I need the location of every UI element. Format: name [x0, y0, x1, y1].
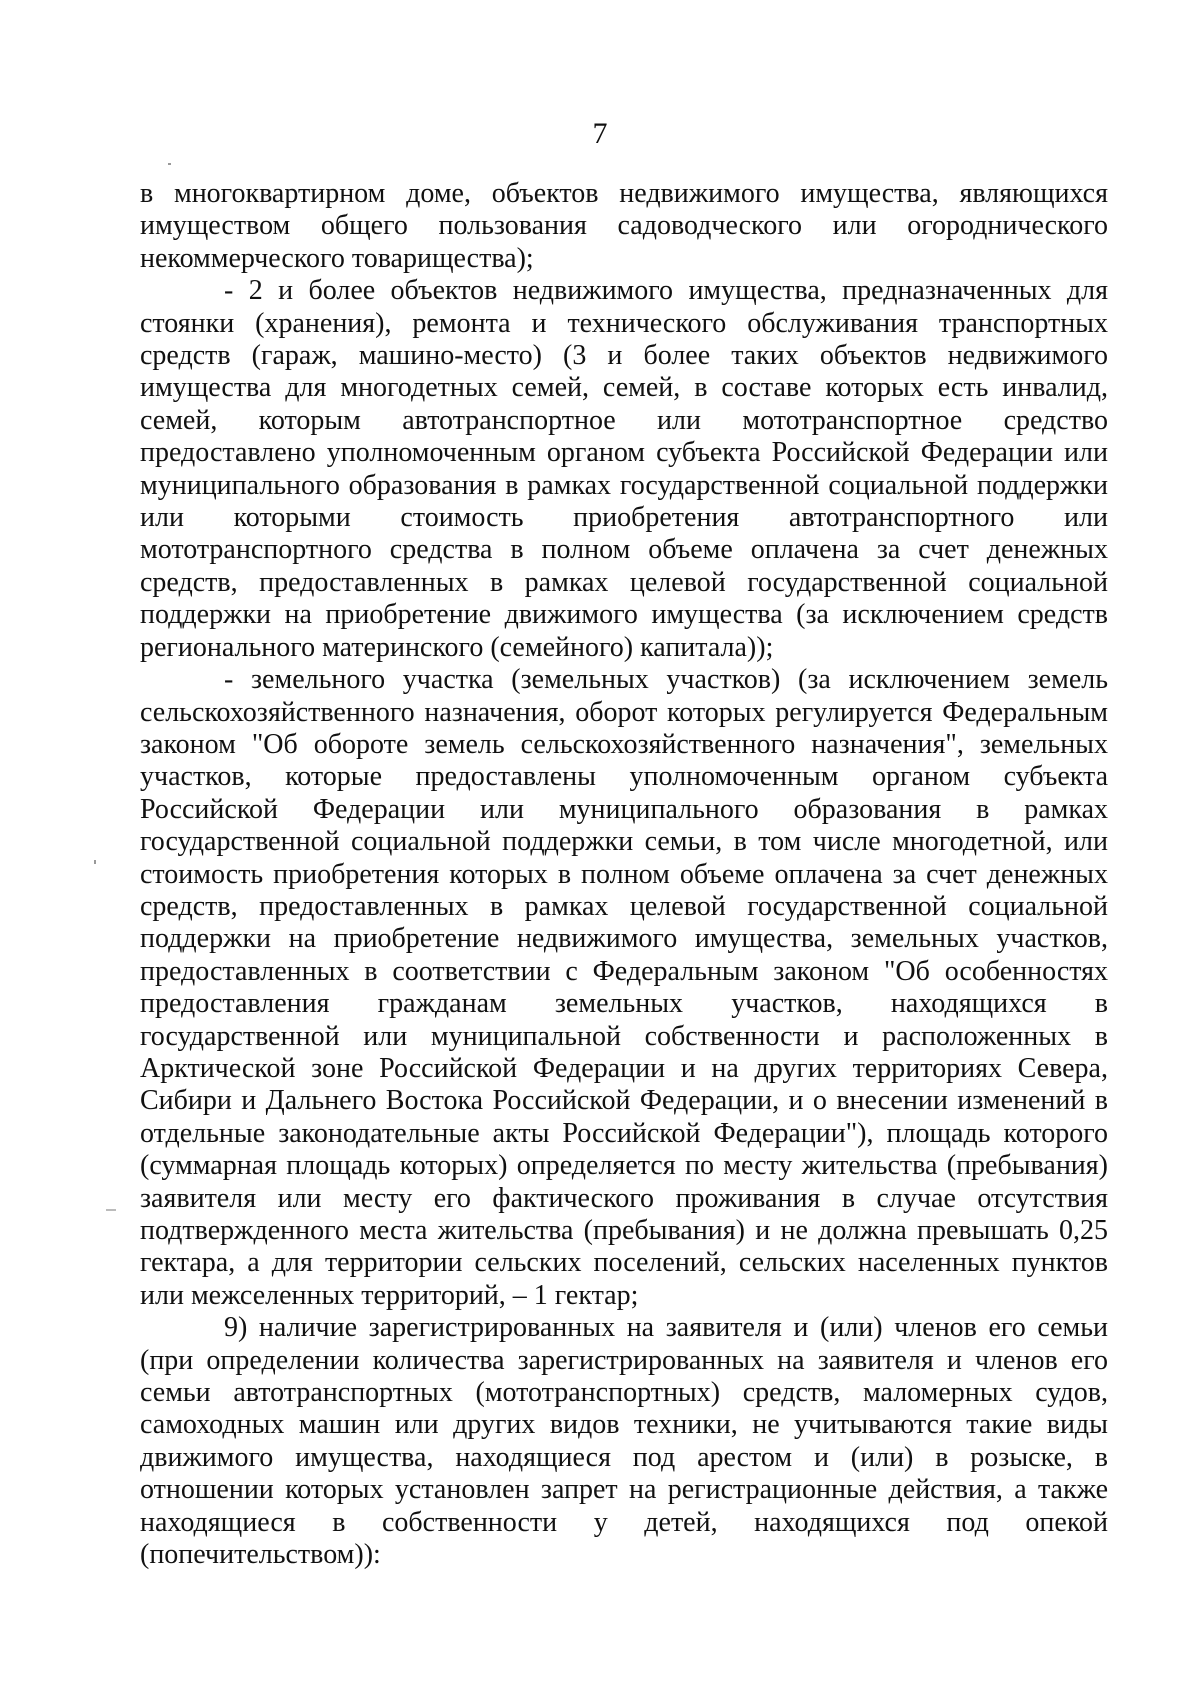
paragraph-garage-objects: - 2 и более объектов недвижимого имущества, предназначенных для стоянки (хранения), ремонта и технического обслуживания транспортных средств (гараж, машино-место) (3 и более таких объектов недвижимого имущества для многодетных семей, семей, в составе которых есть инвалид, семей, которым автотранспортное или мототранспортное средство предоставлено уполномоченным органом субъекта Российской Федерации или муниципального образования в рамках государственной социальной поддержки или которыми стоимость приобретения автотранспортного или мототранспортного средства в полном объеме оплачена за счет денежных средств, предоставленных в рамках целевой государственной социальной поддержки на приобретение движимого имущества (за исключением средств регионального материнского (семейного) капитала));	[140, 275, 1108, 663]
paragraph-item-9: 9) наличие зарегистрированных на заявителя и (или) членов его семьи (при определении количества зарегистрированных на заявителя и членов его семьи автотранспортных (мототранспортных) средств, маломерных судов, самоходных машин или других видов техники, не учитываются такие виды движимого имущества, находящиеся под арестом и (или) в розыске, в отношении которых установлен запрет на регистрационные действия, а также находящиеся в собственности у детей, находящихся под опекой (попечительством)):	[140, 1312, 1108, 1571]
scan-speck	[168, 163, 171, 165]
paragraph-land-plot: - земельного участка (земельных участков) (за исключением земель сельскохозяйственного назначения, оборот которых регулируется Федеральным законом "Об обороте земель сельскохозяйственного назначения", земельных участков, которые предоставлены уполномоченным органом субъекта Российской Федерации или муниципального образования в рамках государственной социальной поддержки семьи, в том числе многодетной, или стоимость приобретения которых в полном объеме оплачена за счет денежных средств, предоставленных в рамках целевой государственной социальной поддержки на приобретение недвижимого имущества, земельных участков, предоставленных в соответствии с Федеральным законом "Об особенностях предоставления гражданам земельных участков, находящихся в государственной или муниципальной собственности и расположенных в Арктической зоне Российской Федерации и на других территориях Севера, Сибири и Дальнего Востока Российской Федерации, и о внесении изменений в отдельные законодательные акты Российской Федерации"), площадь которого (суммарная площадь которых) определяется по месту жительства (пребывания) заявителя или месту его фактического проживания в случае отсутствия подтвержденного места жительства (пребывания) и не должна превышать 0,25 гектара, а для территории сельских поселений, сельских населенных пунктов или межселенных территорий, – 1 гектар;	[140, 664, 1108, 1311]
page-number: 7	[592, 117, 608, 150]
scan-speck	[94, 860, 96, 864]
scan-speck	[106, 1209, 116, 1211]
document-body	[140, 178, 1108, 1571]
paragraph-continuation: в многоквартирном доме, объектов недвижимого имущества, являющихся имуществом общего пользования садоводческого или огороднического некоммерческого товарищества);	[140, 178, 1108, 274]
